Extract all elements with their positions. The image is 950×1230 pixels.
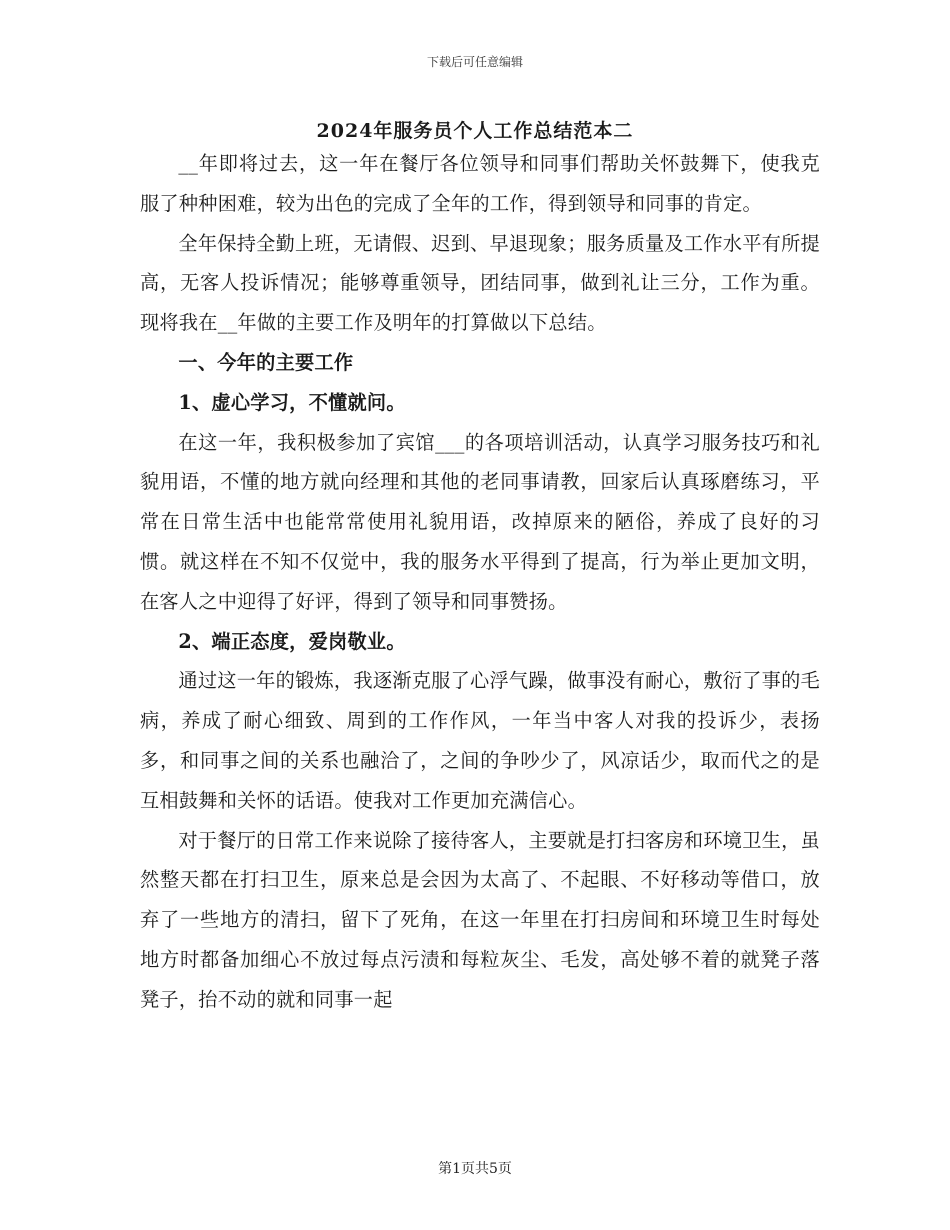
header-note: 下载后可任意编辑	[426, 55, 523, 69]
document-body	[140, 144, 820, 1020]
subheading-attitude: 2、端正态度，爱岗敬业。	[178, 629, 406, 653]
paragraph-intro: __年即将过去，这一年在餐厅各位领导和同事们帮助关怀鼓舞下，使我克服了种种困难，较为出色的完成了全年的工作，得到领导和同事的肯定。	[140, 152, 820, 215]
subheading-learning: 1、虚心学习，不懂就问。	[178, 390, 406, 414]
paragraph-cleaning: 对于餐厅的日常工作来说除了接待客人，主要就是打扫客房和环境卫生，虽然整天都在打扫卫生，原来总是会因为太高了、不起眼、不好移动等借口，放弃了一些地方的清扫，留下了死角，在这一年里在打扫房间和环境卫生时每处地方时都备加细心不放过每点污渍和每粒灰尘、毛发，高处够不着的就凳子落凳子，抬不动的就和同事一起	[140, 828, 820, 1011]
section-heading-main-work: 一、今年的主要工作	[178, 350, 354, 374]
paragraph-learning: 在这一年，我积极参加了宾馆___的各项培训活动，认真学习服务技巧和礼貌用语，不懂的地方就向经理和其他的老同事请教，回家后认真琢磨练习，平常在日常生活中也能常常使用礼貌用语，改掉原来的陋俗，养成了良好的习惯。就这样在不知不仅觉中，我的服务水平得到了提高，行为举止更加文明，在客人之中迎得了好评，得到了领导和同事赞扬。	[140, 430, 820, 613]
paragraph-attitude: 通过这一年的锻炼，我逐渐克服了心浮气躁，做事没有耐心，敷衍了事的毛病，养成了耐心细致、周到的工作作风，一年当中客人对我的投诉少，表扬多，和同事之间的关系也融洽了，之间的争吵少了，风凉话少，取而代之的是互相鼓舞和关怀的话语。使我对工作更加充满信心。	[140, 669, 820, 812]
page-number: 第1页共5页	[438, 1161, 512, 1177]
paragraph-summary: 全年保持全勤上班，无请假、迟到、早退现象；服务质量及工作水平有所提高，无客人投诉情况；能够尊重领导，团结同事，做到礼让三分，工作为重。现将我在__年做的主要工作及明年的打算做以下总结。	[140, 231, 820, 335]
document-title: 2024年服务员个人工作总结范本二	[316, 120, 634, 142]
